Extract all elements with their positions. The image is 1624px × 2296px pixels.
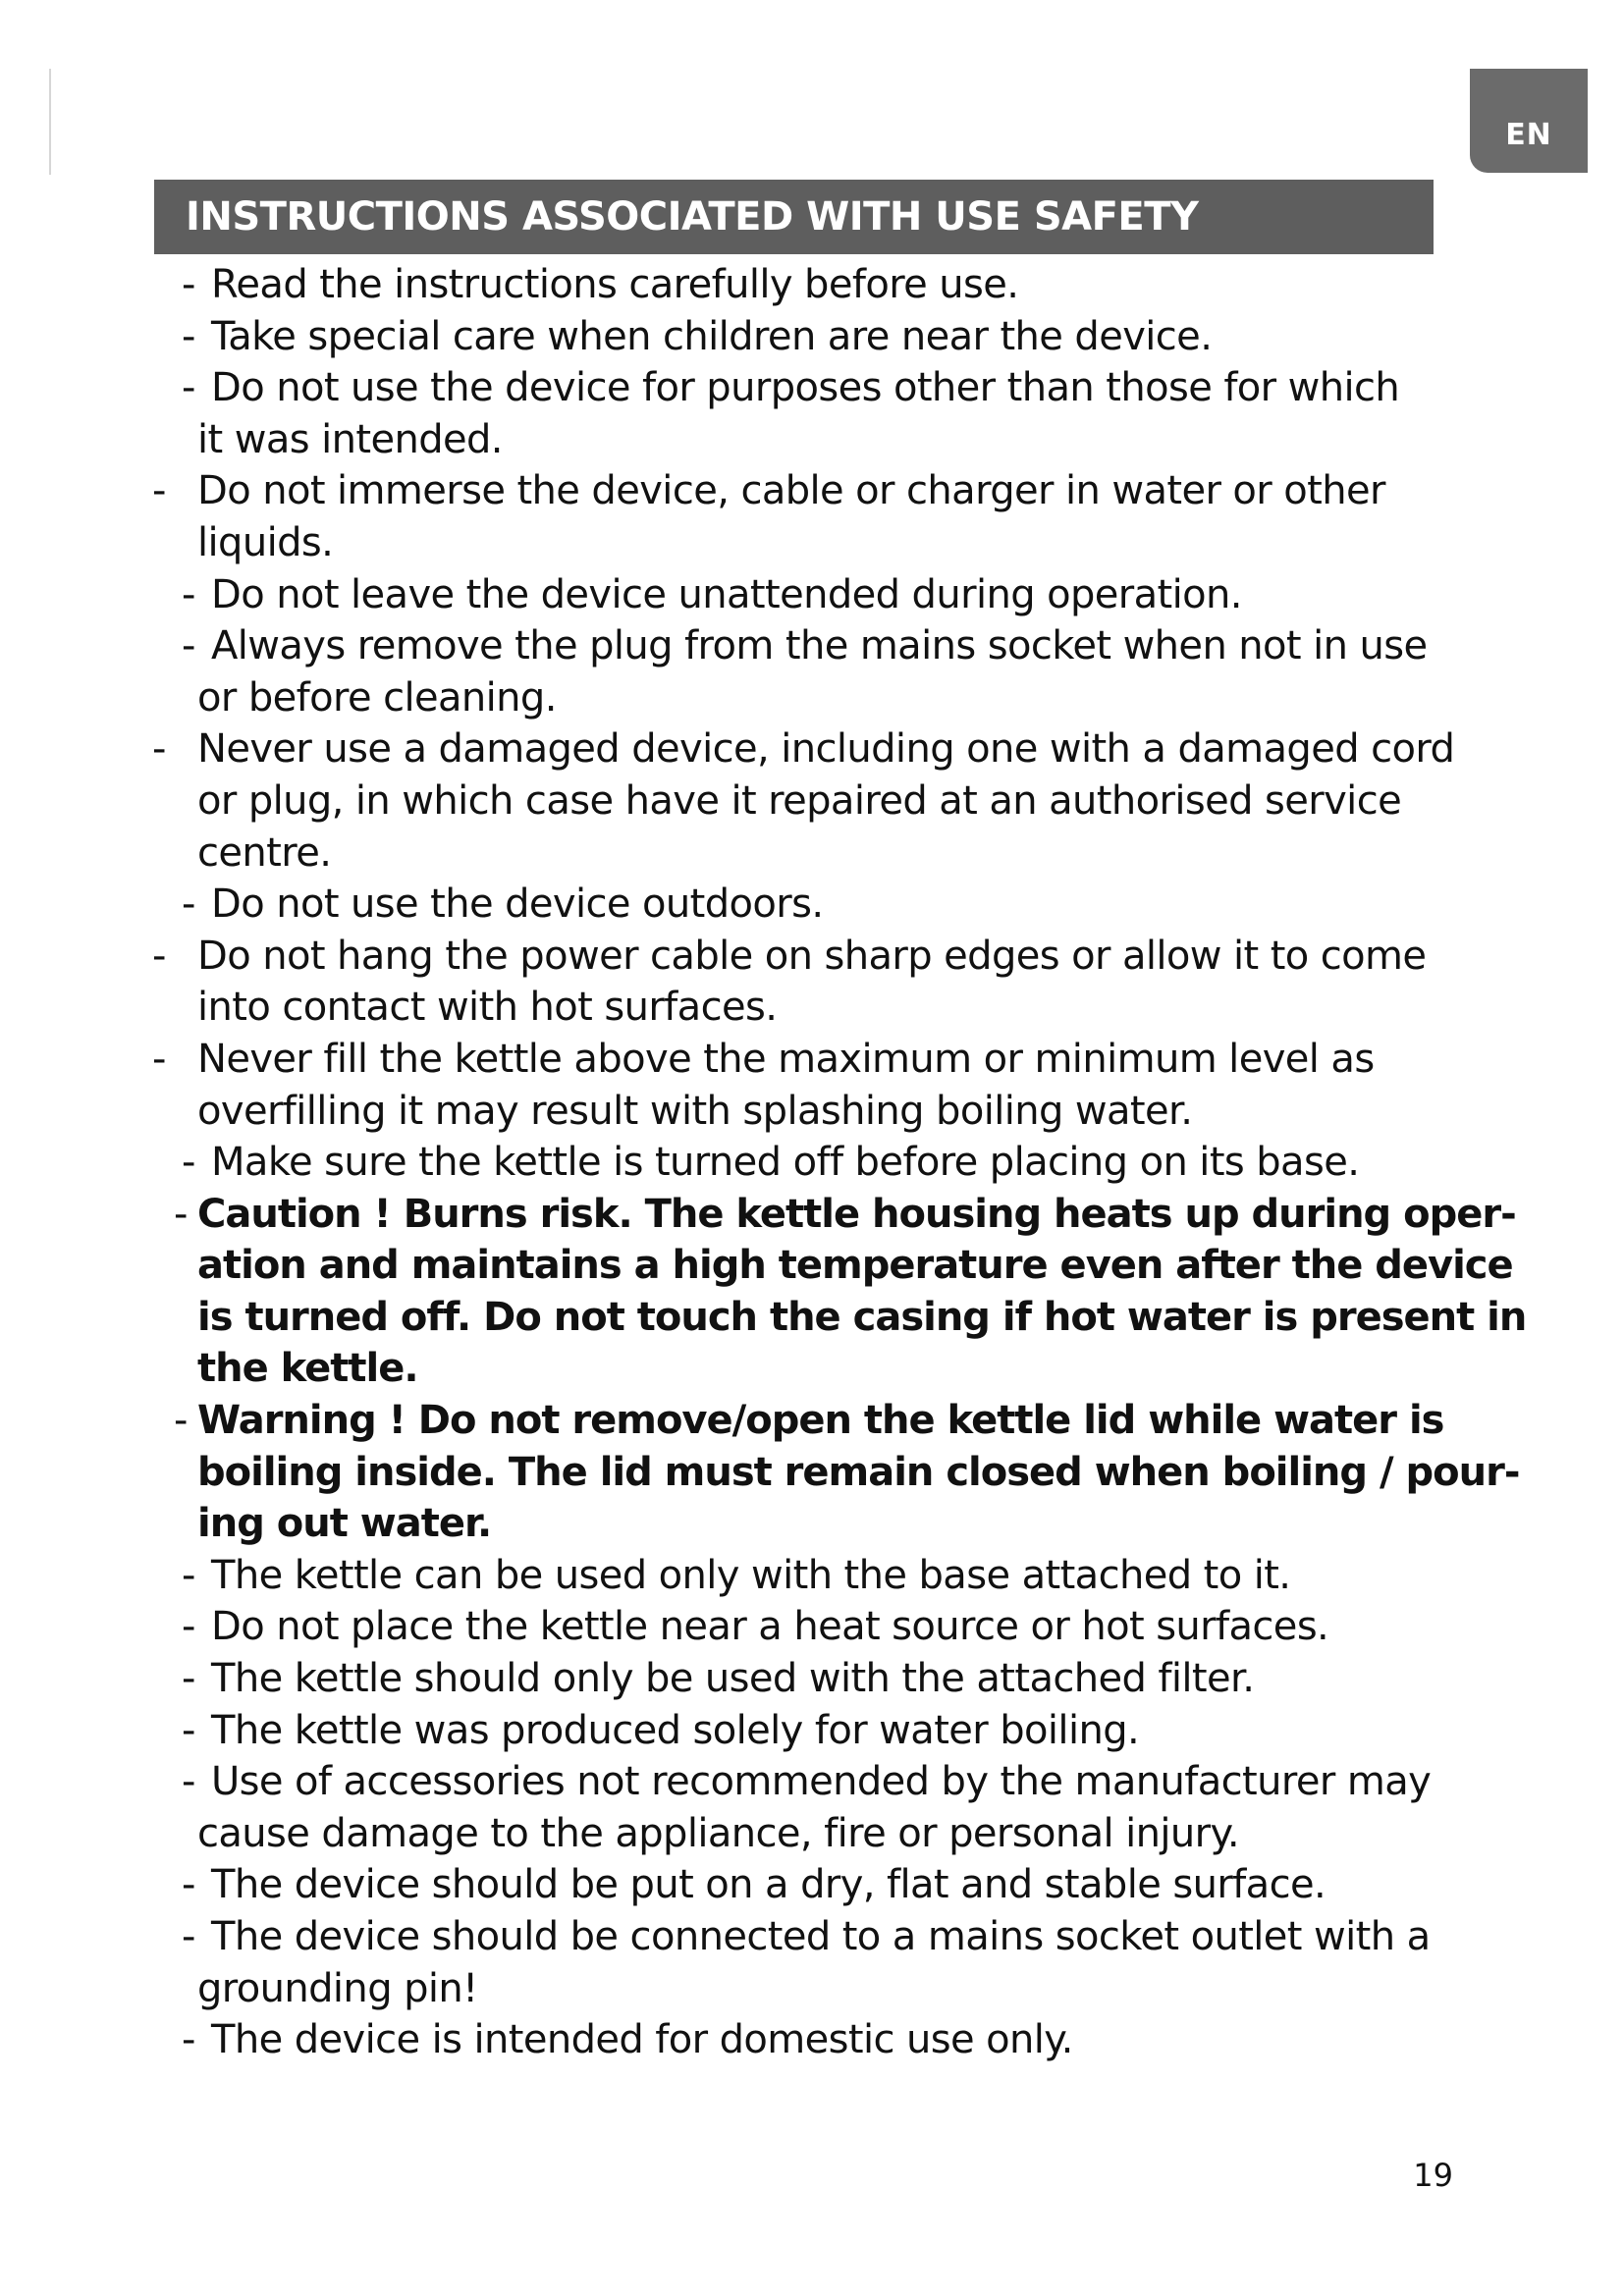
language-tab: EN <box>1470 69 1588 173</box>
list-item <box>152 723 1473 879</box>
bullet-dash: - <box>182 623 195 669</box>
list-item-text: The device should be connected to a mains socket outlet with a <box>211 1914 1431 1959</box>
list-item-text: Never use a damaged device, including one with a damaged cord <box>197 726 1455 773</box>
list-item-text: Make sure the kettle is turned off before placing on its base. <box>211 1140 1360 1186</box>
list-item <box>152 362 1473 465</box>
safety-instructions-list <box>152 259 1527 2066</box>
bullet-dash: - <box>182 1140 195 1186</box>
list-item-text: The kettle was produced solely for water boiling. <box>211 1707 1140 1753</box>
bullet-dash: - <box>152 468 166 514</box>
list-item-text: Always remove the plug from the mains socket when not in use <box>211 623 1428 669</box>
list-item <box>152 1653 1473 1705</box>
bullet-dash: - <box>152 933 166 979</box>
list-item <box>152 1859 1473 1911</box>
list-item-text: grounding pin! <box>197 1965 478 2011</box>
list-item <box>152 879 1473 931</box>
list-item <box>152 569 1473 621</box>
list-item-text: The device should be put on a dry, flat and stable surface. <box>211 1862 1326 1908</box>
bullet-dash: - <box>174 1398 188 1444</box>
list-item <box>152 620 1473 723</box>
list-item <box>152 1911 1473 2014</box>
list-item-text: The kettle should only be used with the attached filter. <box>211 1656 1255 1702</box>
list-item-text: Take special care when children are near the device. <box>211 313 1213 359</box>
list-item <box>152 1550 1473 1602</box>
bullet-dash: - <box>182 1552 195 1598</box>
bullet-dash: - <box>182 2017 195 2063</box>
list-item-text: into contact with hot surfaces. <box>197 985 778 1031</box>
page-number: 19 <box>1413 2157 1453 2194</box>
warning-text: Warning ! Do not remove/open the kettle lid while water is <box>197 1398 1444 1444</box>
list-item-text: or plug, in which case have it repaired at an authorised service <box>197 777 1402 824</box>
list-item-text: The kettle can be used only with the base attached to it. <box>211 1552 1291 1598</box>
bullet-dash: - <box>182 881 195 928</box>
list-item-text: Use of accessories not recommended by the manufacturer may <box>211 1759 1432 1805</box>
caution-item <box>152 1189 1527 1395</box>
list-item-text: cause damage to the appliance, fire or personal injury. <box>197 1810 1239 1856</box>
section-title: INSTRUCTIONS ASSOCIATED WITH USE SAFETY <box>154 180 1434 254</box>
list-item-text: it was intended. <box>197 416 503 462</box>
list-item <box>152 259 1473 311</box>
bullet-dash: - <box>182 262 195 307</box>
caution-text: ation and maintains a high temperature even after the device <box>197 1243 1513 1289</box>
list-item-text: The device is intended for domestic use only. <box>211 2017 1073 2063</box>
bullet-dash: - <box>182 1604 195 1650</box>
list-item-text: Do not immerse the device, cable or charger in water or other <box>197 468 1385 514</box>
list-item-text: Read the instructions carefully before use. <box>211 262 1019 307</box>
list-item <box>152 1034 1473 1137</box>
bullet-dash: - <box>152 726 166 773</box>
bullet-dash: - <box>182 1862 195 1908</box>
bullet-dash: - <box>182 1656 195 1702</box>
warning-item <box>152 1395 1520 1550</box>
caution-text: is turned off. Do not touch the casing if hot water is present in <box>197 1294 1527 1340</box>
list-item-text: Do not hang the power cable on sharp edges or allow it to come <box>197 933 1427 979</box>
bullet-dash: - <box>182 1759 195 1805</box>
bullet-dash: - <box>182 313 195 359</box>
warning-text: boiling inside. The lid must remain closed when boiling / pour- <box>197 1449 1520 1495</box>
list-item-text: centre. <box>197 829 332 876</box>
caution-text: the kettle. <box>197 1346 418 1392</box>
bullet-dash: - <box>182 365 195 411</box>
list-item-text: Do not use the device for purposes other than those for which <box>211 365 1400 411</box>
margin-rule <box>49 69 51 175</box>
list-item-text: Never fill the kettle above the maximum or minimum level as <box>197 1036 1375 1082</box>
list-item <box>152 1756 1473 1859</box>
bullet-dash: - <box>152 1036 166 1082</box>
list-item <box>152 2014 1473 2066</box>
list-item-text: or before cleaning. <box>197 674 557 721</box>
list-item <box>152 1137 1473 1189</box>
caution-text: Caution ! Burns risk. The kettle housing heats up during oper- <box>197 1191 1516 1237</box>
list-item <box>152 1601 1473 1653</box>
bullet-dash: - <box>182 1707 195 1753</box>
list-item <box>152 311 1473 363</box>
list-item <box>152 1705 1473 1757</box>
list-item <box>152 465 1473 568</box>
list-item-text: Do not leave the device unattended during operation. <box>211 571 1242 617</box>
bullet-dash: - <box>174 1191 188 1237</box>
list-item <box>152 931 1473 1034</box>
list-item-text: overfilling it may result with splashing boiling water. <box>197 1088 1193 1134</box>
list-item-text: Do not place the kettle near a heat source or hot surfaces. <box>211 1604 1329 1650</box>
warning-text: ing out water. <box>197 1501 492 1547</box>
list-item-text: liquids. <box>197 519 334 565</box>
list-item-text: Do not use the device outdoors. <box>211 881 824 928</box>
bullet-dash: - <box>182 571 195 617</box>
bullet-dash: - <box>182 1914 195 1959</box>
